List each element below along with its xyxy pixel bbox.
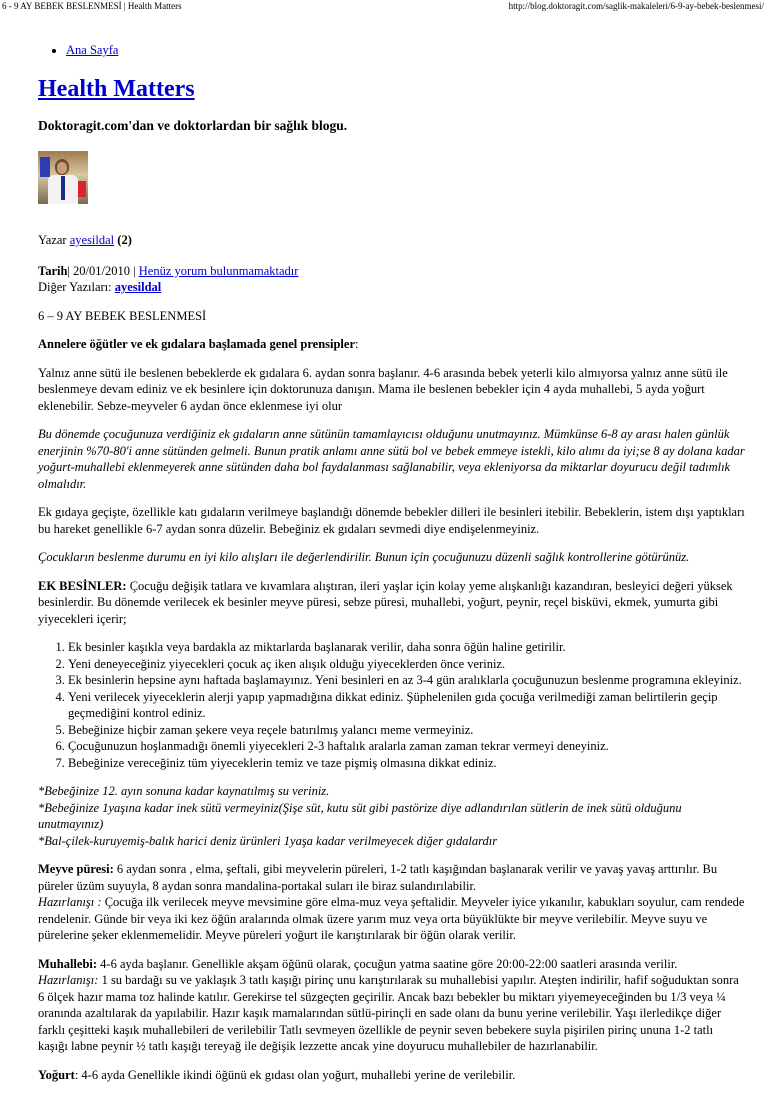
note: *Bebeğinize 1yaşına kadar inek sütü vermeyiniz(Şişe süt, kutu süt gibi pastörize diye adlandırılan sütlerin de inek sütü olduğunu unutmayınız) bbox=[38, 800, 682, 832]
date-value: | 20/01/2010 | bbox=[67, 263, 139, 278]
guidelines-list bbox=[38, 639, 746, 771]
yogurt-paragraph: Yoğurt: 4-6 ayda Genellikle ikindi öğünü ek gıdası olan yoğurt, muhallebi yerine de verilebilir. bbox=[38, 1067, 516, 1082]
nav-menu bbox=[38, 42, 746, 59]
date-label: Tarih bbox=[38, 263, 68, 278]
site-tagline: Doktoragit.com'dan ve doktorlardan bir sağlık blogu. bbox=[38, 118, 348, 134]
paragraph-4: Çocukların beslenme durumu en iyi kilo alışları ile değerlendirilir. Bunun için çocuğunuzu düzenli sağlık kontrollerine götürünüz. bbox=[38, 550, 690, 565]
author-line bbox=[38, 232, 746, 249]
author-avatar bbox=[38, 151, 88, 204]
list-item: 7. Bebeğinize vereceğiniz tüm yiyeceklerin temiz ve taze pişmiş olmasına dikkat ediniz. bbox=[68, 755, 746, 772]
print-page-url: http://blog.doktoragit.com/saglik-makaleleri/6-9-ay-bebek-beslenmesi/ bbox=[508, 1, 764, 11]
author-link[interactable]: ayesildal bbox=[69, 233, 115, 248]
nav-link-home[interactable]: Ana Sayfa bbox=[66, 43, 119, 57]
list-item: 3. Ek besinlerin hepsine aynı haftada başlamayınız. Yeni besinleri en az 3-4 gün aralıklarla çocuğunuzun beslenme programına ekleyiniz. bbox=[68, 672, 746, 689]
list-item: 5. Bebeğinize hiçbir zaman şekere veya reçele batırılmış yalancı meme vermeyiniz. bbox=[68, 722, 746, 739]
paragraph-1: Yalnız anne sütü ile beslenen bebeklerde ek gıdalara 6. aydan sonra başlanır. 4-6 arasında bebek yeterli kilo almıyorsa yalnız anne sütü ile beslenmeye devam ediniz ve ek besinlere için doktorunuza danışın. Mama ile beslenen bebekler için 4 ayda muhallebi, 5 ayda yoğurt eklenebilir. Sebze-meyveler 6 aydan önce eklenmese iyi olur bbox=[38, 365, 728, 413]
post-meta bbox=[38, 263, 746, 296]
principles-heading: Annelere öğütler ve ek gıdalara başlamada genel prensipler: bbox=[38, 337, 359, 352]
list-item: 2. Yeni deneyeceğiniz yiyecekleri çocuk aç iken alışık olduğu yiyeceklerden önce veriniz. bbox=[68, 656, 746, 673]
list-item: 6. Çocuğunuzun hoşlanmadığı önemli yiyecekleri 2-3 haftalık aralarla zaman zaman tekrar vermeyi deneyiniz. bbox=[68, 738, 746, 755]
site-title-link[interactable]: Health Matters bbox=[38, 75, 195, 102]
author-post-count: (2) bbox=[114, 233, 132, 248]
meyve-paragraph: Meyve püresi: 6 aydan sonra , elma, şeftali, gibi meyvelerin püreleri, 1-2 tatlı kaşığından başlanarak verilir ve yavaş yavaş arttırılır. Bu püreler üzüm suyuyla, 8 aydan sonra mandalina-portakal suları ile biraz sulandırılabilir. Hazırlanışı : Çocuğa ilk verilecek meyve mevsimine göre elma-muz veya şeftalidir. Meyveler iyice yıkanılır, kabukları soyulur, cam rendede rendelenir. Günde bir veya iki kez öğün aralarında olmak üzere yarım muz veya orta büyüklükte bir meyve verilebilir. Meyve suyu ve pürelerine şeker eklenmemelidir. Meyve püreleri yoğurt ile karıştırılarak bir öğün olarak verilir. bbox=[38, 862, 745, 943]
paragraph-3: Ek gıdaya geçişte, özellikle katı gıdaların verilmeye başlandığı dönemde bebekler dilleri ile besinleri itebilir. Bebeklerin, istem dışı yaptıkları bu hareket genellikle 6-7 aydan sonra düzelir. Bebeğiniz ek gıdaları sevmedi diye endişelenmeyiniz. bbox=[38, 505, 745, 536]
site-title bbox=[38, 75, 746, 104]
comments-link[interactable]: Henüz yorum bulunmamaktadır bbox=[138, 263, 299, 278]
author-prefix: Yazar bbox=[38, 233, 70, 248]
list-item: 1. Ek besinler kaşıkla veya bardakla az miktarlarda başlanarak verilir, daha sonra öğün haline getirilir. bbox=[68, 639, 746, 656]
list-item: 4. Yeni verilecek yiyeceklerin alerji yapıp yapmadığına dikkat ediniz. Şüphelenilen gıda çocuğa verilmediği zaman belirtilerin geçip geçmediğini kontrol ediniz. bbox=[68, 689, 746, 722]
paragraph-2: Bu dönemde çocuğunuza verdiğiniz ek gıdaların anne sütünün tamamlayıcısı olduğunu unutmayınız. Mümkünse 6-8 ay arası halen günlük enerjinin %70-80'i anne sütünden gelmeli. Bunun pratik anlamı anne sütü bol ve bebek emmeye istekli, kilo alımı da iyi;se 8 ay dolana kadar yoğurt-muhallebi eklenmeyerek anne sütünden daha bol faydalanması sağlanabilir, veya ekleniyorsa da miktarlar doyurucu değil tadımlık olmalıdır. bbox=[38, 427, 745, 491]
other-posts-label: Diğer Yazıları: bbox=[38, 280, 115, 295]
print-page-title: 6 - 9 AY BEBEK BESLENMESİ | Health Matters bbox=[2, 1, 182, 11]
muhallebi-paragraph: Muhallebi: 4-6 ayda başlanır. Genellikle akşam öğünü olarak, çocuğun yatma saatine göre 20:00-22:00 saatleri arasında verilir. Hazırlanışı: 1 su bardağı su ve yaklaşık 3 tatlı kaşığı pirinç unu karıştırılarak su muhallebisi yapılır. Ateşten indirilir, hafif soğuduktan sonra 6 ölçek hazır mama toz halinde katılır. Gerekirse tel süzgeçten geçirilir. Ancak bazı bebekler bu miktarı yiyemeyeceğinden bu 1/3 veya ¼ oranında azaltılarak da yapılabilir. Hazır kaşık mamalarından sütlü-pirinçli en sade olanı da bunu yerine verilebilir. Yaşı ilerledikçe diğer farklı çeşitteki kaşık muhallebileri de verilebilir Tatlı sevmeyen özellikle de peynir seven bebekere suyla pişirilen pirinç ununa 1-2 tatlı kaşığı labne peynir ½ tatlı kaşığı tereyağ ile değişik lezzette ancak yine doyurucu muhallebiler de hazırlanabilir. bbox=[38, 956, 739, 1054]
article-title: 6 – 9 AY BEBEK BESLENMESİ bbox=[38, 308, 207, 323]
page-content bbox=[38, 42, 746, 1095]
nav-item-home bbox=[66, 42, 746, 59]
note: *Bal-çilek-kuruyemiş-balık harici deniz ürünleri 1yaşa kadar verilmeyecek diğer gıdalardır bbox=[38, 833, 498, 848]
other-posts-link[interactable]: ayesildal bbox=[114, 280, 162, 295]
note: *Bebeğinize 12. ayın sonuna kadar kaynatılmış su veriniz. bbox=[38, 784, 330, 799]
browser-header bbox=[0, 0, 768, 12]
ek-besinler-paragraph: EK BESİNLER: Çocuğu değişik tatlara ve kıvamlara alıştıran, ileri yaşlar için kolay yeme alışkanlığı kazandıran, besleyici değeri yüksek besinlerdir. Bu dönemde verilecek ek besinler meyve püresi, sebze püresi, muhallebi, yoğurt, peynir, reçel bisküvi, ekmek, yumurta gibi yiyecekleri içerir; bbox=[38, 578, 733, 626]
notes bbox=[38, 783, 746, 849]
